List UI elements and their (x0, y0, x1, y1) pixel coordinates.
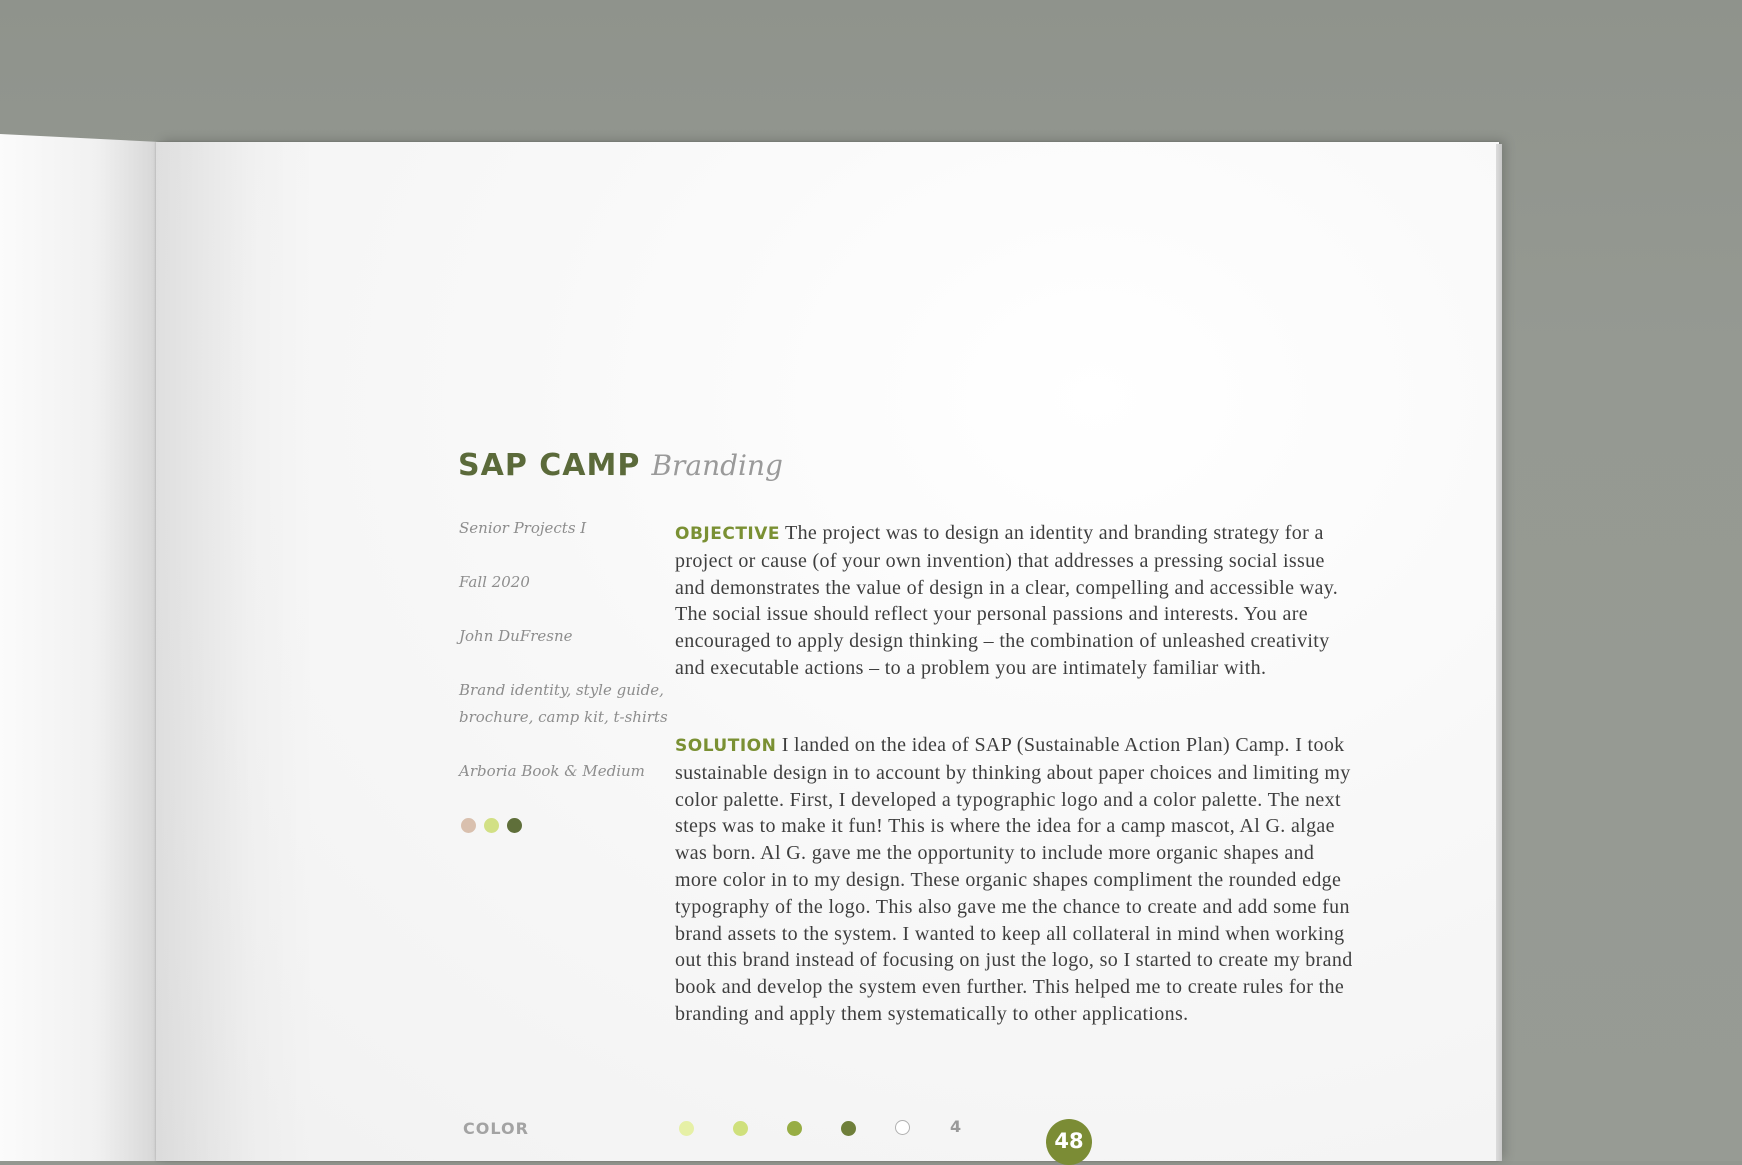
color-swatch-dot (787, 1121, 802, 1136)
meta-course: Senior Projects I (459, 519, 587, 537)
solution-paragraph (675, 732, 1355, 1028)
meta-term: Fall 2020 (459, 573, 530, 591)
color-swatch-dot (679, 1121, 694, 1136)
page-number-badge: 48 (1046, 1119, 1092, 1165)
page-title (458, 448, 783, 483)
objective-paragraph (675, 520, 1355, 682)
page-edge (1496, 144, 1502, 1161)
objective-text: The project was to design an identity and branding strategy for a project or cause (of your own invention) that addresses a pressing social issue and demonstrates the value of design in a clear, compelling and accessible way. The social issue should reflect your personal passions and interests. You are encouraged to apply design thinking – the combination of unleashed creativity and executable actions – to a problem you are intimately familiar with. (675, 522, 1339, 679)
palette-dot (484, 818, 499, 833)
meta-author: John DuFresne (459, 627, 573, 645)
palette-dot (507, 818, 522, 833)
color-section-label: COLOR (463, 1119, 529, 1138)
project-title: SAP CAMP (458, 448, 641, 483)
color-swatch-dot (733, 1121, 748, 1136)
palette-dot (461, 818, 476, 833)
color-swatch-dot (841, 1121, 856, 1136)
meta-typefaces: Arboria Book & Medium (459, 762, 645, 780)
solution-text: I landed on the idea of SAP (Sustainable Action Plan) Camp. I took sustainable design in to account by thinking about paper choices and limiting my color palette. First, I developed a typographic logo and a color palette. The next steps was to make it fun! This is where the idea for a camp mascot, Al G. algae was born. Al G. gave me the opportunity to include more organic shapes and more color in to my design. These organic shapes compliment the rounded edge typography of the logo. This also gave me the chance to create and add some fun brand assets to the system. I wanted to keep all collateral in mind when working out this brand instead of focusing on just the logo, so I started to create my brand book and develop the system even further. This helped me to create rules for the branding and apply them systematically to other applications. (675, 734, 1353, 1025)
project-subtitle: Branding (651, 449, 783, 482)
solution-label: SOLUTION (675, 736, 777, 756)
meta-deliverables: Brand identity, style guide, brochure, camp kit, t-shirts (459, 681, 668, 726)
color-swatch-dot (895, 1120, 910, 1135)
left-page (0, 134, 160, 1161)
objective-label: OBJECTIVE (675, 524, 781, 544)
swatch-count: 4 (950, 1117, 962, 1136)
